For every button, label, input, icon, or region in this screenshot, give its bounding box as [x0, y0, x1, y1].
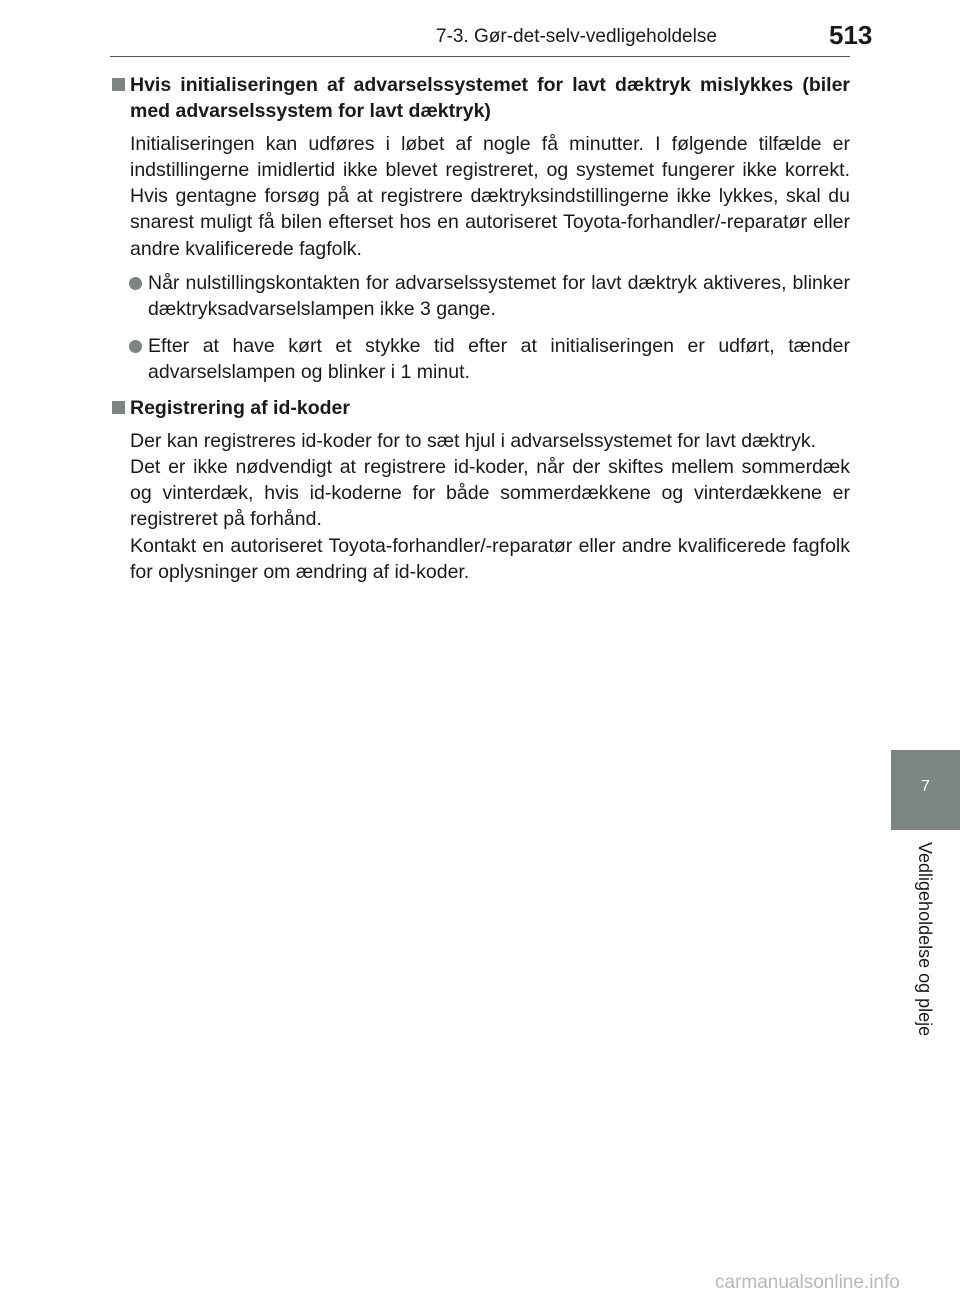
chapter-title: Vedligeholdelse og pleje	[915, 842, 935, 1037]
square-bullet-icon	[112, 78, 125, 91]
header-section-title: 7-3. Gør-det-selv-vedligeholdelse	[436, 26, 717, 47]
page-number: 513	[829, 20, 873, 50]
page-content	[112, 72, 850, 593]
chapter-number: 7	[921, 778, 930, 795]
square-bullet-icon	[112, 401, 125, 414]
circle-bullet-icon	[129, 340, 142, 353]
section-heading-text: Hvis initialiseringen af advarselssystemet for lavt dæktryk mislykkes (biler med advarselssystem for lavt dæktryk)	[130, 74, 850, 123]
chapter-tab	[891, 750, 960, 830]
list-item	[112, 333, 850, 386]
section-heading	[112, 395, 850, 421]
list-item-text: Efter at have kørt et stykke tid efter at initialiseringen er udført, tænder advarselslampen og blinker i 1 minut.	[148, 334, 850, 383]
section-body: Der kan registreres id-koder for to sæt hjul i advarselssystemet for lavt dæktryk. Det er ikke nødvendigt at registrere id-koder, når der skiftes mellem sommerdæk og vinterdæk, hvis id-koderne for både sommerdækkene og vinterdækkene er registreret på forhånd. Kontakt en autoriseret Toyota-forhandler/-reparatør eller andre kvalificerede fagfolk for oplysninger om ændring af id-koder.	[130, 429, 850, 584]
watermark: carmanualsonline.info	[715, 1272, 900, 1293]
list-item-text: Når nulstillingskontakten for advarselssystemet for lavt dæktryk aktiveres, blinker dæktryksadvarselslampen ikke 3 gange.	[148, 272, 850, 321]
section-heading	[112, 72, 850, 125]
header-divider	[110, 56, 850, 57]
circle-bullet-icon	[129, 277, 142, 290]
list-item	[112, 270, 850, 323]
section-body: Initialiseringen kan udføres i løbet af nogle få minutter. I følgende tilfælde er indstillingerne imidlertid ikke blevet registreret, og systemet fungerer ikke korrekt. Hvis gentagne forsøg på at registrere dæktryksindstillingerne ikke lykkes, skal du snarest muligt få bilen efterset hos en autoriseret Toyota-forhandler/-reparatør eller andre kvalificerede fagfolk.	[130, 132, 850, 260]
section-heading-text: Registrering af id-koder	[130, 397, 350, 420]
